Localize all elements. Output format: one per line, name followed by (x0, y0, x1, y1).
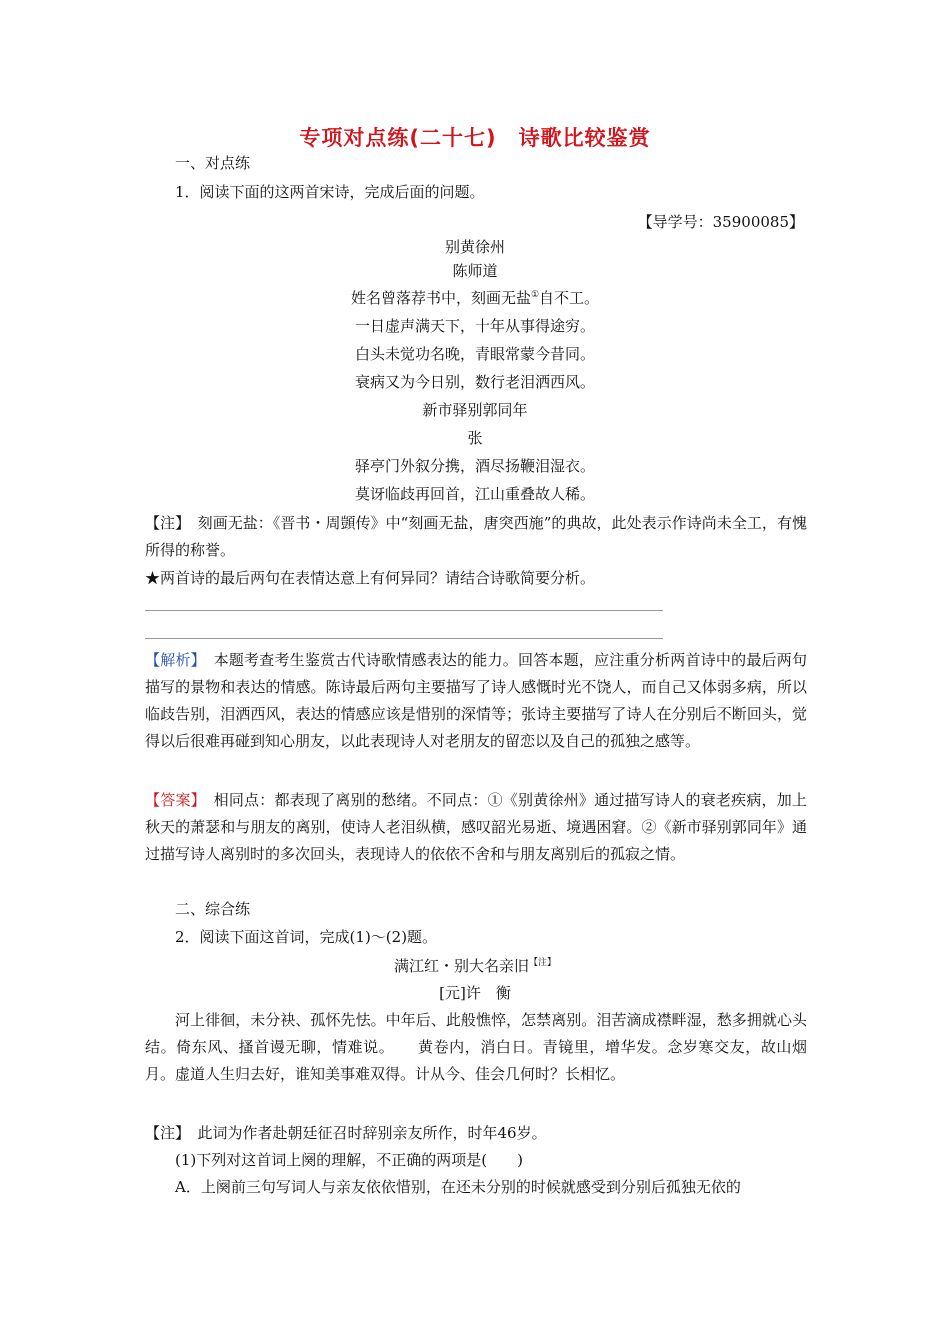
note-1-text: 刻画无盐：《晋书・周顗传》中“刻画无盐，唐突西施”的典故，此处表示作诗尚未全工，有愧所得的称誉。 (145, 514, 807, 559)
poem-1-line-3: 白头未觉功名晚，青眼常蒙今昔同。 (354, 345, 595, 363)
analysis-tag: 【解析】 (145, 651, 199, 669)
ci-title-note-mark: 【注】 (529, 958, 557, 968)
guide-number: 【导学号：35900085】 (637, 213, 804, 231)
poem-2-line-1: 驿亭门外叙分携，酒尽扬鞭泪湿衣。 (354, 457, 595, 475)
note-2-text: 此词为作者赴朝廷征召时辞别亲友所作，时年46岁。 (182, 1124, 547, 1142)
sub-question-1: (1)下列对这首词上阕的理解，不正确的两项是( ) (175, 1151, 523, 1169)
star-question: ★两首诗的最后两句在表情达意上有何异同？请结合诗歌简要分析。 (145, 569, 596, 587)
ci-title-text: 满江红・别大名亲旧 (393, 957, 529, 975)
option-a: A．上阕前三句写词人与亲友依依惜别，在还未分别的时候就感受到分别后孤独无依的 (175, 1178, 741, 1196)
section-heading-1: 一、对点练 (175, 154, 251, 172)
answer-text: 相同点：都表现了离别的愁绪。不同点：①《别黄徐州》通过描写诗人的衰老疾病，加上秋天的萧瑟和与朋友的离别，使诗人老泪纵横，感叹韶光易逝、境遇困窘。②《新市驿别郭同年》通过描写诗人离别时的多次回头，表现诗人的依依不舍和与朋友离别后的孤寂之情。 (145, 791, 807, 863)
question-1-prompt: 1．阅读下面的这两首宋诗，完成后面的问题。 (175, 183, 485, 201)
section-heading-2: 二、综合练 (175, 900, 251, 918)
poem-1-author: 陈师道 (452, 262, 498, 280)
note-1 (145, 510, 807, 564)
answer-blank-line-1 (145, 610, 663, 611)
answer-blank-line-2 (145, 638, 663, 639)
poem-2-author: 张 (467, 429, 483, 447)
note-2-tag: 【注】 (145, 1124, 183, 1142)
ci-title (0, 956, 950, 976)
analysis-text: 本题考查考生鉴赏古代诗歌情感表达的能力。回答本题，应注重分析两首诗中的最后两句描写的景物和表达的情感。陈诗最后两句主要描写了诗人感慨时光不饶人，而自己又体弱多病，所以临歧告别，泪洒西风，表达的情感应该是惜别的深情等；张诗主要描写了诗人在分别后不断回头，觉得以后很难再碰到知心朋友，以此表现诗人对老朋友的留恋以及自己的孤独之感等。 (145, 651, 807, 750)
note-1-tag: 【注】 (145, 514, 183, 532)
footnote-marker: ① (530, 290, 540, 300)
poem-2-line-2: 莫讶临歧再回首，江山重叠故人稀。 (354, 485, 595, 503)
note-2 (145, 1120, 807, 1147)
poem-2-title: 新市驿别郭同年 (422, 401, 528, 419)
ci-body: 河上徘徊，未分袂、孤怀先怯。中年后、此般憔悴，怎禁离别。泪苦滴成襟畔湿，愁多拥就心头结。倚东风、搔首谩无聊，情难说。 黄卷内，消白日。青镜里，增华发。念岁寒交友，故山烟月。虚道人生归去好，谁知美事难双得。计从今、佳会几何时？长相忆。 (145, 1011, 807, 1083)
answer-block (145, 787, 807, 868)
poem-1-line-4: 衰病又为今日别，数行老泪洒西风。 (354, 373, 595, 391)
poem-1-line-1-a: 姓名曾落荐书中，刻画无盐 (350, 289, 531, 307)
question-2-prompt: 2．阅读下面这首词，完成(1)～(2)题。 (175, 928, 438, 946)
answer-tag: 【答案】 (145, 791, 199, 809)
poem-1-line-1-b: 自不工。 (539, 289, 600, 307)
ci-author: [元]许 衡 (439, 984, 511, 1002)
poem-1-line-1 (0, 288, 950, 308)
analysis-block (145, 647, 807, 755)
page-title: 专项对点练(二十七) 诗歌比较鉴赏 (299, 126, 651, 150)
poem-1-line-2: 一日虚声满天下，十年从事得途穷。 (354, 317, 595, 335)
poem-1-title: 别黄徐州 (444, 238, 505, 256)
